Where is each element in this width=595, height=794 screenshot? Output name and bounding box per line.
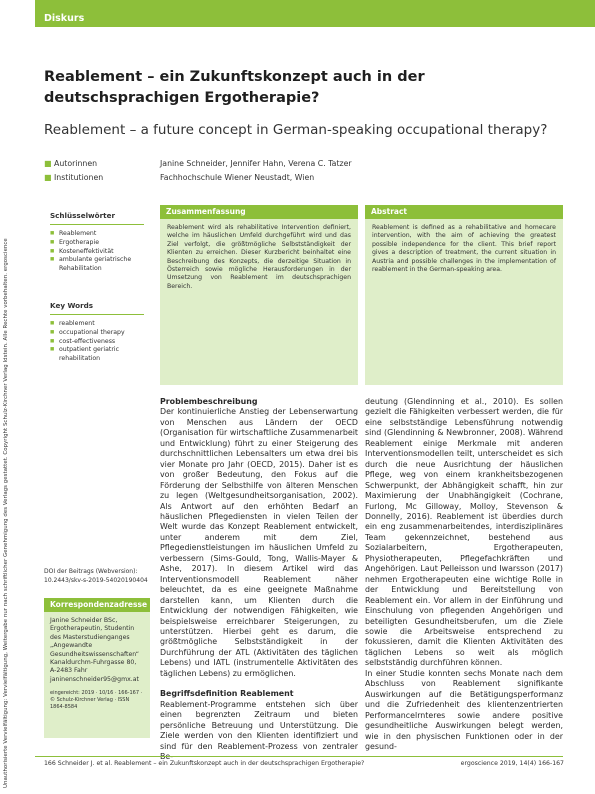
keywords-divider	[50, 314, 144, 315]
footer-journal: ergoscience 2019, 14(4) 166-167	[460, 760, 564, 767]
article-title-english: Reablement – a future concept in German-speaking occupational therapy?	[44, 122, 548, 138]
body-column-2	[365, 397, 563, 752]
section-header-bar	[35, 0, 595, 27]
keyword-item: ■ Ergotherapie	[50, 239, 151, 248]
meta-institutions-key: Institutionen	[54, 173, 104, 182]
copyright-sidebar	[3, 8, 15, 788]
zusammenfassung-box	[160, 205, 358, 385]
keywords-german-title: Schlüsselwörter	[50, 211, 116, 220]
section-heading-problem: Problembeschreibung	[160, 397, 258, 406]
abstract-title: Abstract	[365, 205, 563, 219]
correspondence-title: Korrespondenzadresse	[44, 598, 150, 612]
correspondence-box	[44, 598, 150, 738]
keywords-english-box	[44, 295, 150, 375]
paragraph-problem: Der kontinuierliche Anstieg der Lebenserwartung von Menschen aus Ländern der OECD (Organisation für wirtschaftliche Zusammenarbeit und Entwicklung) führt zu einer Steigerung des durchschnittlichen Lebensalters um etwa drei bis vier Monate pro Jahr (OECD, 2015). Daher ist es von großer Bedeutung, den Fokus auf die Förderung der Selbsthilfe von älteren Menschen zu legen (Weltgesundheitsorganisation, 2002). Als Antwort auf den erhöhten Bedarf an häuslichen Pflegediensten in vielen Teilen der Welt wurde das Konzept Reablement entwickelt, unter anderem mit dem Ziel, Pflegedienstleistungen im häuslichen Umfeld zu verbessern (Sims-Gould, Tong, Wallis-Mayer & Ashe, 2017). In diesem Artikel wird das Interventionsmodell Reablement näher beleuchtet, da es eine geeignete Maßnahme darstellen kann, um Klienten durch die Entwicklung der notwendigen Fähigkeiten, wie beispielsweise erreichbarer Steigerungen, zu unterstützen. Hierbei geht es darum, die größtmögliche Selbstständigkeit in der Durchführung der ATL (Aktivitäten des täglichen Lebens) und IATL (instrumentelle Aktivitäten des täglichen Lebens) zu ermöglichen.	[160, 407, 358, 678]
meta-institutions	[44, 173, 154, 182]
copyright-sidebar-text: Unauthorisierte Vervielfältigung: Vervielfältigung, Weitergabe nur nach schriftlicher Genehmigung des Verlags gestattet. Copyright Schulz-Kirchner Verlag Idstein. Alle Rechte vorbehalten. ergoscience	[3, 238, 9, 788]
zusammenfassung-title: Zusammenfassung	[160, 205, 358, 219]
meta-bullet: ■	[44, 159, 52, 168]
correspondence-publication-info: eingereicht: 2019 · 10/16 · 166-167 · © Schulz-Kirchner Verlag · ISSN 1864-8584	[50, 690, 143, 710]
keyword-item: ■ occupational therapy	[50, 329, 151, 338]
meta-authors-value: Janine Schneider, Jennifer Hahn, Verena C. Tatzer	[160, 159, 352, 168]
keywords-english-title: Key Words	[50, 301, 94, 310]
keyword-item: ■ cost-effectiveness	[50, 338, 151, 347]
footer-citation: 166 Schneider J. et al. Reablement – ein Zukunftskonzept auch in der deutschsprachigen Ergotherapie?	[44, 760, 365, 767]
keyword-item: ■ reablement	[50, 320, 151, 329]
paragraph-study: In einer Studie konnten sechs Monate nach dem Abschluss von Reablement signifikante Auswirkungen auf die Betätigungsperformanz und die Zufriedenheit des klientenzentrierten Performancelrnteres sowie andere positive gesundheitliche Auswirkungen belegt werden, wie in den physischen Funktionen oder in der gesund-	[365, 668, 563, 751]
paragraph-definition: Reablement-Programme entstehen sich über einen begrenzten Zeitraum und bieten persönliche Betreuung und Unterstützung. Die Ziele werden von den Klienten identifiziert und sind für den Reablement-Prozess von zentraler	[160, 699, 358, 751]
abstract-text: Reablement is defined as a rehabilitative and homecare intervention, with the aim of achieving the greatest possible independence for the client. This brief report gives a description of treatment, the current situation in Austria and possible challenges in the implementation of reablement in the German-speaking area.	[372, 224, 556, 274]
section-label: Diskurs	[44, 13, 85, 24]
keyword-item: ■ outpatient geriatric rehabilitation	[50, 346, 151, 364]
meta-bullet: ■	[44, 173, 52, 182]
meta-authors	[44, 159, 154, 168]
keyword-item: ■ ambulante geriatrische Rehabilitation	[50, 256, 151, 274]
abstract-box	[365, 205, 563, 385]
keywords-german-box	[44, 205, 150, 285]
meta-authors-key: Autorinnen	[54, 159, 98, 168]
keywords-divider	[50, 224, 144, 225]
section-heading-definition: Begriffsdefinition Reablement	[160, 689, 294, 699]
body-column-1	[160, 397, 358, 762]
correspondence-address: Janine Schneider BSc, Ergotherapeutin, Studentin des Masterstudienganges „Angewandte Gesundheitswissenschaften“ Kanaldurchm-Fuhrgasse 80, A-2483 Fahr janinenschneider95@gmx.at	[50, 617, 139, 683]
paragraph-continuation: deutung (Glendinning et al., 2010). Es sollen gezielt die Fähigkeiten verbessert werden, die für eine selbstständige Lebensführung notwendig sind (Glendinning & Newbronner, 2008). Während Reablement einige Merkmale mit anderen Interventionsmodellen teilt, unterscheidet es sich durch die neue Ausrichtung der häuslichen Pflege, weg von einem krankheitsbezogenen Schwerpunkt, der Abhängigkeit schafft, hin zur Maximierung der Unabhängigkeit (Cochrane, Furlong, Mc Gilloway, Molloy, Stevenson & Donnelly, 2016). Reablement ist überdies durch ein eng zusammenarbeitendes, interdisziplinäres Team gekennzeichnet, bestehend aus Sozialarbeitern, Ergotherapeuten, Physiotherapeuten, Pflegefachkräften und Angehörigen. Laut Pelleisson und Iwarsson (2017) nehmen Ergotherapeuten eine wichtige Rolle in der Entwicklung und Bereitstellung von Reablement ein. Vor allem in der Einführung und Einschulung von pflegenden Angehörigen und beteiligten Gesundheitsberufen, um die Ziele sowie die Arbeitsweise entsprechend zu fokussieren, damit die Klienten Aktivitäten des täglichen Lebens so weit als möglich selbstständig durchführen können.	[365, 397, 563, 668]
doi-text: DOI der Beitrags (Webversion): 10.2443/skv-s-2019-54020190404	[44, 568, 148, 584]
zusammenfassung-text: Reablement wird als rehabilitative Intervention definiert, welche im häuslichen Umfeld durchgeführt wird und das Ziel verfolgt, die größtmögliche Selbstständigkeit der Klienten zu erreichen. Dieser Kurzbericht beinhaltet eine Beschreibung des Konzepts, die derzeitige Situation in Österreich sowie mögliche Herausforderungen in der Umsetzung von Reablement im deutschsprachigen Bereich.	[167, 224, 351, 290]
meta-institutions-value: Fachhochschule Wiener Neustadt, Wien	[160, 173, 315, 182]
footer-divider	[35, 756, 563, 757]
keywords-english-list	[44, 320, 150, 364]
keyword-item: ■ Kosteneffektivität	[50, 248, 151, 257]
keywords-german-list	[44, 230, 150, 274]
article-title-german: Reablement – ein Zukunftskonzept auch in der deutschsprachigen Ergotherapie?	[44, 69, 425, 106]
keyword-item: ■ Reablement	[50, 230, 151, 239]
